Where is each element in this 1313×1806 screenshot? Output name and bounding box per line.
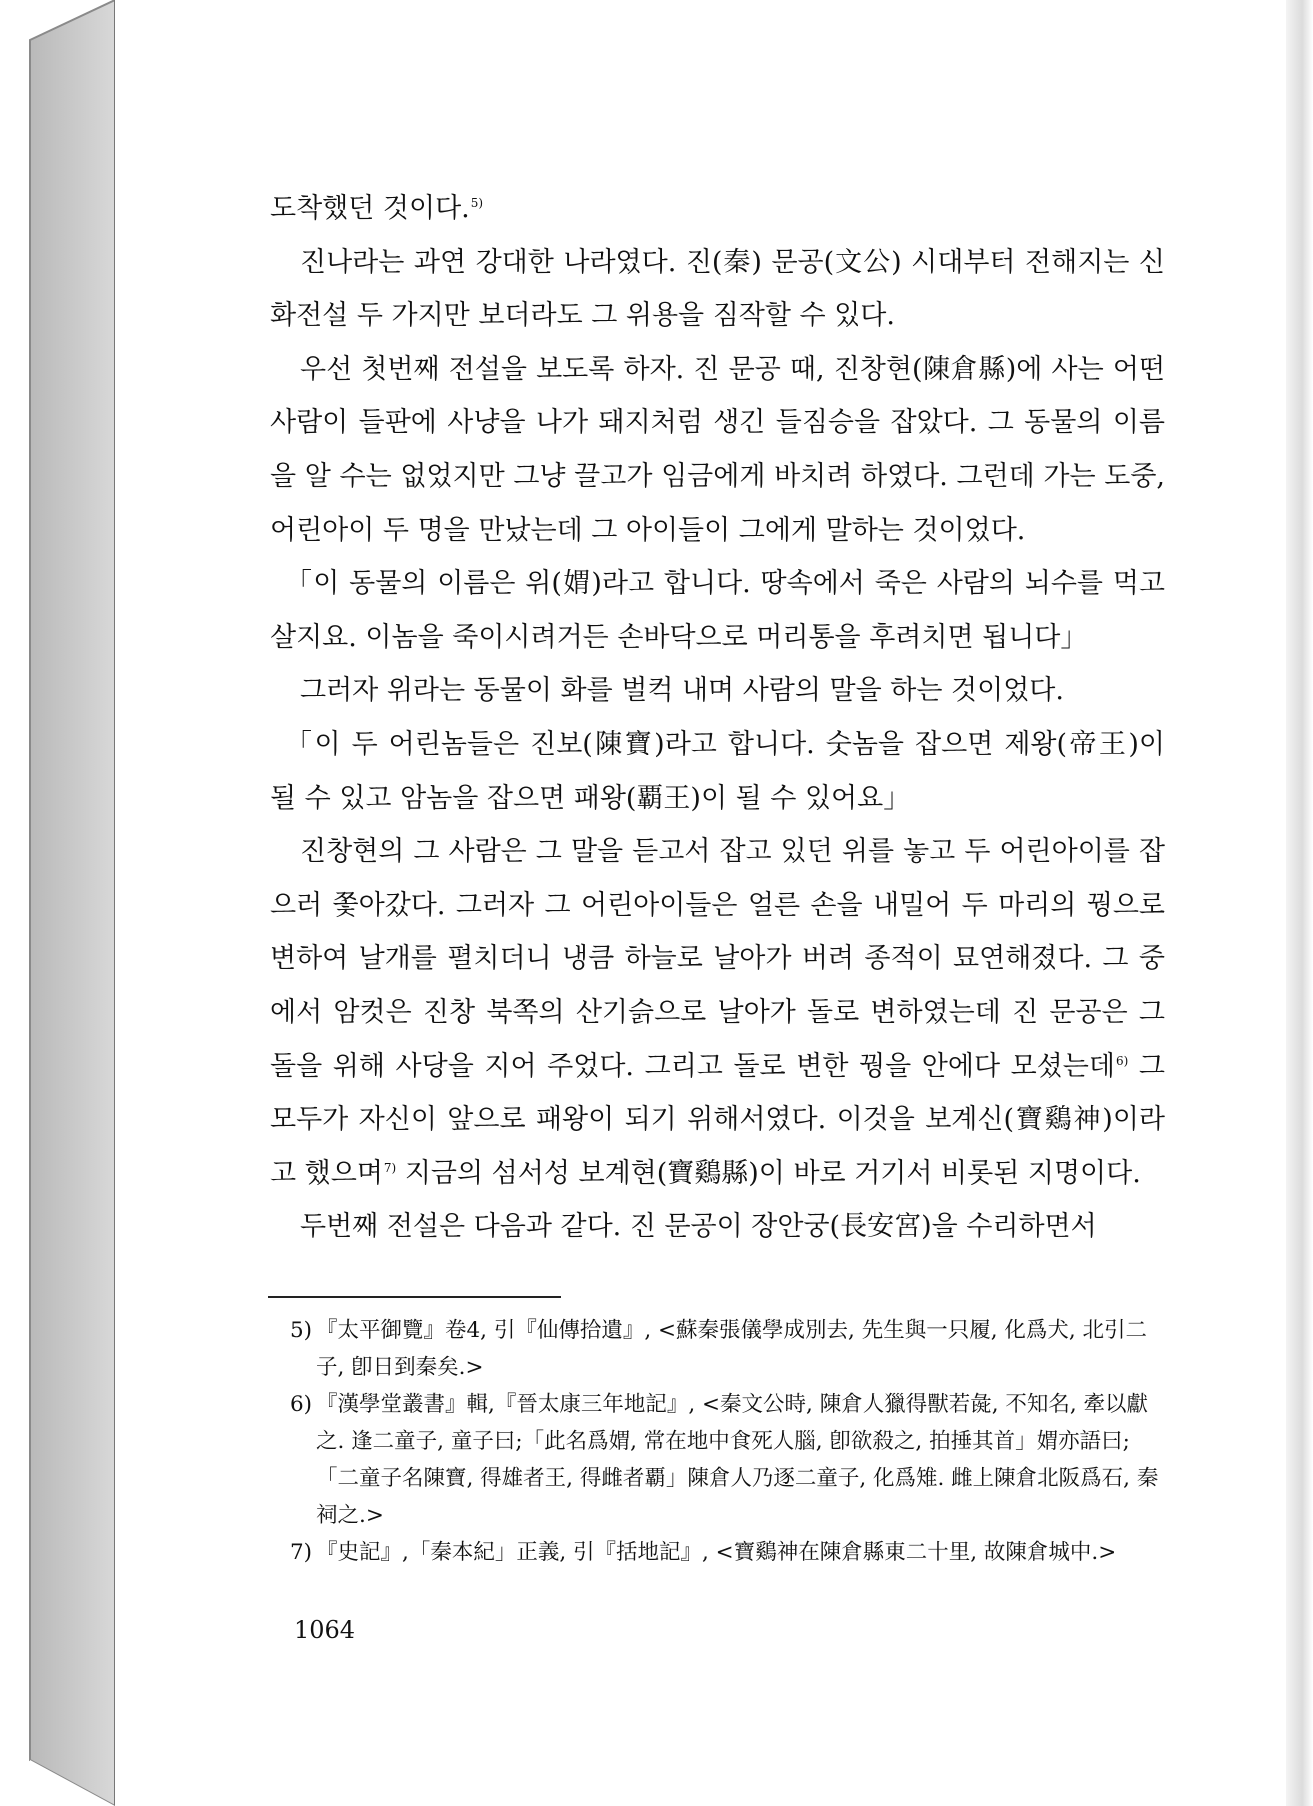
footnote-number: 6)	[290, 1392, 313, 1417]
book-edge	[0, 0, 115, 1806]
paragraph	[270, 825, 1165, 1200]
paragraph-text: 「이 동물의 이름은 위(媦)라고 합니다. 땅속에서 죽은 사람의 뇌수를 먹고 살지요. 이놈을 죽이시려거든 손바닥으로 머리통을 후려치면 됩니다」	[270, 568, 1165, 653]
footnote-text: 『史記』,「秦本紀」正義, 引『括地記』, <寶鷄神在陳倉縣東二十里, 故陳倉城中.>	[316, 1540, 1117, 1565]
page-number: 1064	[294, 1616, 356, 1644]
paragraph-text: 지금의 섬서성 보계현(寶鷄縣)이 바로 거기서 비롯된 지명이다.	[396, 1157, 1141, 1189]
footnote-number: 7)	[290, 1540, 313, 1565]
paragraph-text: 그 모두가 자신이 앞으로 패왕이 되기 위해서였다. 이것을 보계신(寶鷄神)이라고 했으며	[270, 1050, 1166, 1189]
paragraph	[270, 343, 1165, 557]
paragraph	[270, 236, 1165, 343]
paragraph	[270, 664, 1165, 718]
paragraph	[270, 557, 1165, 664]
paragraph-text: 진창현의 그 사람은 그 말을 듣고서 잡고 있던 위를 놓고 두 어린아이를 잡으러 쫓아갔다. 그러자 그 어린아이들은 얼른 손을 내밀어 두 마리의 꿩으로 변하여 날개를 펼치더니 냉큼 하늘로 날아가 버려 종적이 묘연해졌다. 그 중에서 암컷은 진창 북쪽의 산기슭으로 날아가 돌로 변하였는데 진 문공은 그 돌을 위해 사당을 지어 주었다. 그리고 돌로 변한 꿩을 안에다 모셨는데	[270, 836, 1165, 1082]
footnotes	[290, 1312, 1165, 1571]
footnote	[290, 1534, 1165, 1571]
footnote-number: 5)	[290, 1318, 313, 1343]
paragraph	[270, 1200, 1165, 1254]
paragraph-text: 진나라는 과연 강대한 나라였다. 진(秦) 문공(文公) 시대부터 전해지는 신화전설 두 가지만 보더라도 그 위용을 짐작할 수 있다.	[270, 246, 1165, 332]
footnote	[290, 1312, 1165, 1386]
footnote-divider	[268, 1296, 561, 1298]
footnote-marker: 7)	[383, 1160, 397, 1175]
paragraph-text: 그러자 위라는 동물이 화를 벌컥 내며 사람의 말을 하는 것이었다.	[300, 675, 1064, 707]
footnote-text: 『太平御覽』卷4, 引『仙傳拾遺』, <蘇秦張儀學成別去, 先生與一只履, 化爲犬, 北引二子, 卽日到秦矣.>	[316, 1318, 1148, 1380]
paragraph-text: 두번째 전설은 다음과 같다. 진 문공이 장안궁(長安宮)을 수리하면서	[300, 1211, 1097, 1243]
footnote-text: 『漢學堂叢書』輯,『晉太康三年地記』, <秦文公時, 陳倉人獵得獸若彘, 不知名, 牽以獻之. 逢二童子, 童子曰;「此名爲媦, 常在地中食死人腦, 卽欲殺之, 拍捶其首」媦亦語曰;「二童子名陳寶, 得雄者王, 得雌者覇」陳倉人乃逐二童子, 化爲雉. 雌上陳倉北阪爲石, 秦祠之.>	[316, 1392, 1159, 1528]
page-edge-shadow	[1286, 0, 1313, 1806]
footnote-marker: 6)	[1115, 1053, 1129, 1068]
paragraph-text: 「이 두 어린놈들은 진보(陳寶)라고 합니다. 숫놈을 잡으면 제왕(帝王)이 될 수 있고 암놈을 잡으면 패왕(覇王)이 될 수 있어요」	[270, 728, 1165, 814]
paragraph-text: 도착했던 것이다.	[270, 193, 470, 224]
footnote-marker: 5)	[470, 196, 484, 210]
paragraph	[270, 182, 1165, 236]
paragraph	[270, 718, 1165, 825]
footnote	[290, 1386, 1165, 1534]
body-text	[270, 182, 1165, 1254]
paragraph-text: 우선 첫번째 전설을 보도록 하자. 진 문공 때, 진창현(陳倉縣)에 사는 어떤 사람이 들판에 사냥을 나가 돼지처럼 생긴 들짐승을 잡았다. 그 동물의 이름을 알 수는 없었지만 그냥 끌고가 임금에게 바치려 하였다. 그런데 가는 도중, 어린아이 두 명을 만났는데 그 아이들이 그에게 말하는 것이었다.	[270, 353, 1165, 546]
